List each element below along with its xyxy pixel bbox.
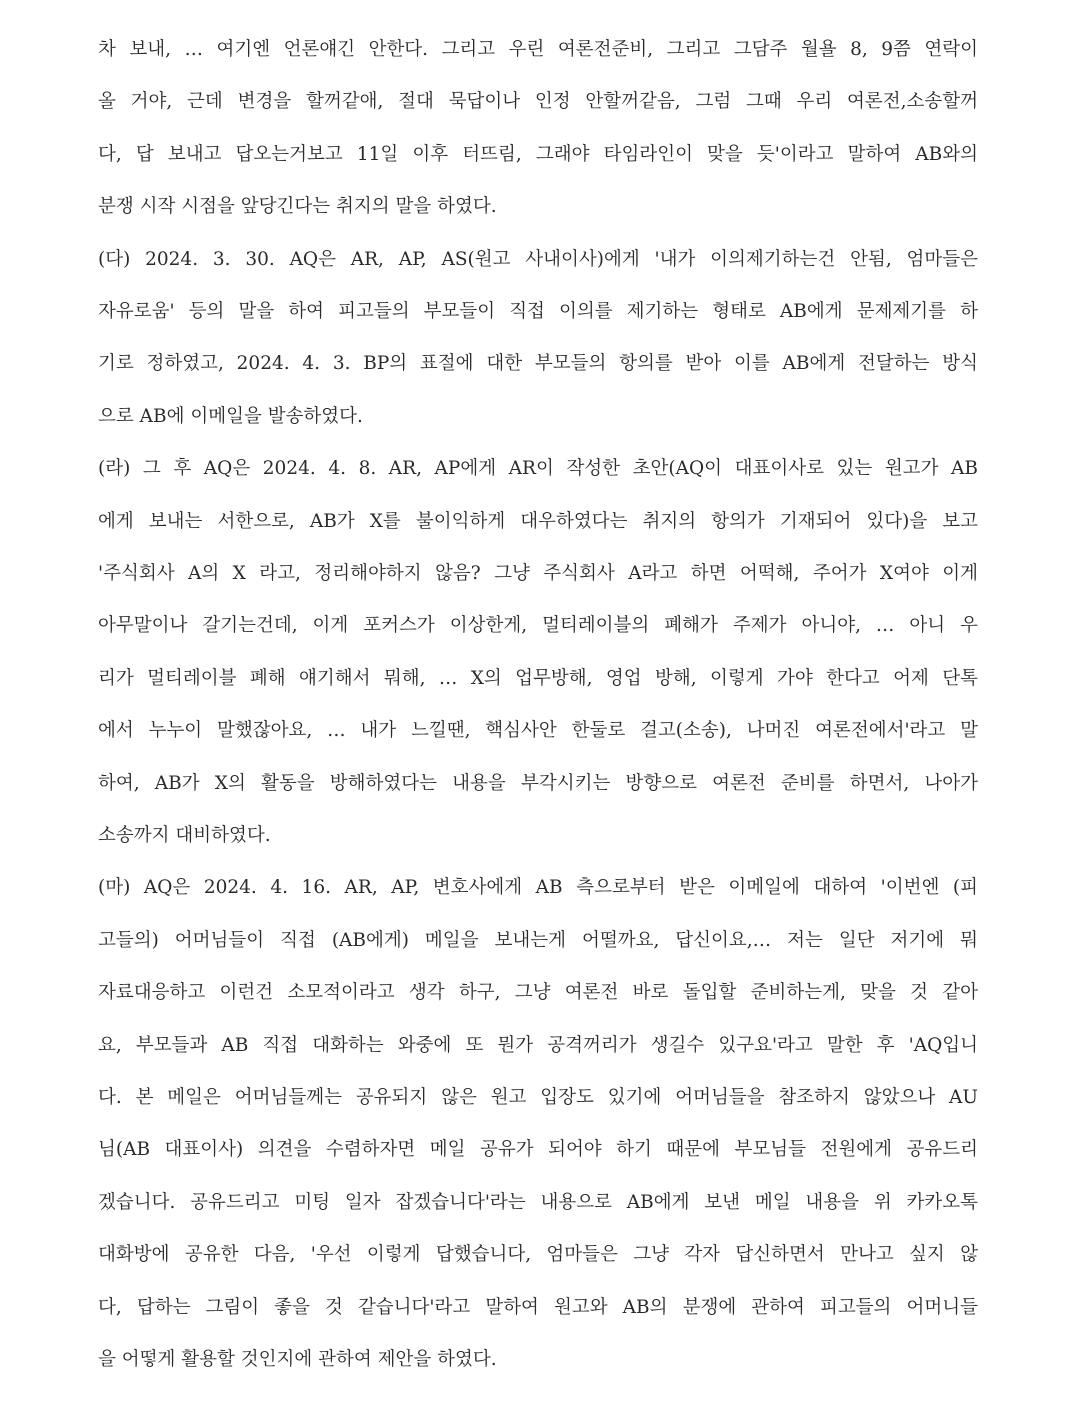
text-line: 아무말이나 갈기는건데, 이게 포커스가 이상한게, 멀티레이블의 폐해가 주제가 아니야, … 아니 우 [98, 615, 978, 637]
text-line: 에서 누누이 말했잖아요, … 내가 느낄땐, 핵심사안 한둘로 걸고(소송), 나머진 여론전에서'라고 말 [98, 720, 978, 742]
text-line: 님(AB 대표이사) 의견을 수렴하자면 메일 공유가 되어야 하기 때문에 부모님들 전원에게 공유드리 [98, 1139, 978, 1161]
paragraph-ma-line: (마) AQ은 2024. 4. 16. AR, AP, 변호사에게 AB 측으로부터 받은 이메일에 대하여 '이번엔 (피 [98, 877, 978, 899]
text-line: 으로 AB에 이메일을 발송하였다. [98, 405, 363, 427]
text-line: 에게 보내는 서한으로, AB가 X를 불이익하게 대우하였다는 취지의 항의가 기재되어 있다)을 보고 [98, 510, 978, 532]
text-line: 하여, AB가 X의 활동을 방해하였다는 내용을 부각시키는 방향으로 여론전 준비를 하면서, 나아가 [98, 772, 978, 794]
text-line: 다, 답 보내고 답오는거보고 11일 이후 터뜨림, 그래야 타임라인이 맞을 듯'이라고 말하여 AB와의 [98, 143, 978, 165]
text-line: 대화방에 공유한 다음, '우선 이렇게 답했습니다, 엄마들은 그냥 각자 답신하면서 만나고 싶지 않 [98, 1244, 978, 1266]
paragraph-ra-line: (라) 그 후 AQ은 2024. 4. 8. AR, AP에게 AR이 작성한 초안(AQ이 대표이사로 있는 원고가 AB [98, 458, 978, 480]
paragraph-da-line: (다) 2024. 3. 30. AQ은 AR, AP, AS(원고 사내이사)에게 '내가 이의제기하는건 안됨, 엄마들은 [98, 248, 978, 270]
text-line: 올 거야, 근데 변경을 할꺼같애, 절대 묵답이나 인정 안할꺼같음, 그럼 그때 우리 여론전,소송할꺼 [98, 91, 978, 113]
text-line: 겠습니다. 공유드리고 미팅 일자 잡겠습니다'라는 내용으로 AB에게 보낸 메일 내용을 위 카카오톡 [98, 1191, 978, 1213]
text-line: 자료대응하고 이런건 소모적이라고 생각 하구, 그냥 여론전 바로 돌입할 준비하는게, 맞을 것 같아 [98, 982, 978, 1004]
text-line: 다, 답하는 그림이 좋을 것 같습니다'라고 말하여 원고와 AB의 분쟁에 관하여 피고들의 어머니들 [98, 1296, 978, 1318]
text-line: 리가 멀티레이블 폐해 얘기해서 뭐해, … X의 업무방해, 영업 방해, 이렇게 가야 한다고 어제 단톡 [98, 667, 978, 689]
text-line: 자유로움' 등의 말을 하여 피고들의 부모들이 직접 이의를 제기하는 형태로 AB에게 문제제기를 하 [98, 301, 978, 322]
text-line: 고들의) 어머님들이 직접 (AB에게) 메일을 보내는게 어떨까요, 답신이요,… 저는 일단 저기에 뭐 [98, 929, 978, 951]
text-line: 분쟁 시작 시점을 앞당긴다는 취지의 말을 하였다. [98, 196, 497, 218]
text-line: 소송까지 대비하였다. [98, 825, 271, 846]
text-line: 다. 본 메일은 어머님들께는 공유되지 않은 원고 입장도 있기에 어머님들을 참조하지 않았으나 AU [98, 1087, 978, 1108]
text-line: 요, 부모들과 AB 직접 대화하는 와중에 또 뭔가 공격꺼리가 생길수 있구요'라고 말한 후 'AQ입니 [98, 1034, 978, 1056]
text-line: 차 보내, … 여기엔 언론얘긴 안한다. 그리고 우린 여론전준비, 그리고 그담주 월욜 8, 9쯤 연락이 [98, 39, 978, 60]
text-line: '주식회사 A의 X 라고, 정리해야하지 않음? 그냥 주식회사 A라고 하면 어떡해, 주어가 X여야 이게 [98, 563, 978, 584]
text-line: 을 어떻게 활용할 것인지에 관하여 제안을 하였다. [98, 1349, 497, 1370]
text-line: 기로 정하였고, 2024. 4. 3. BP의 표절에 대한 부모들의 항의를 받아 이를 AB에게 전달하는 방식 [98, 353, 978, 375]
